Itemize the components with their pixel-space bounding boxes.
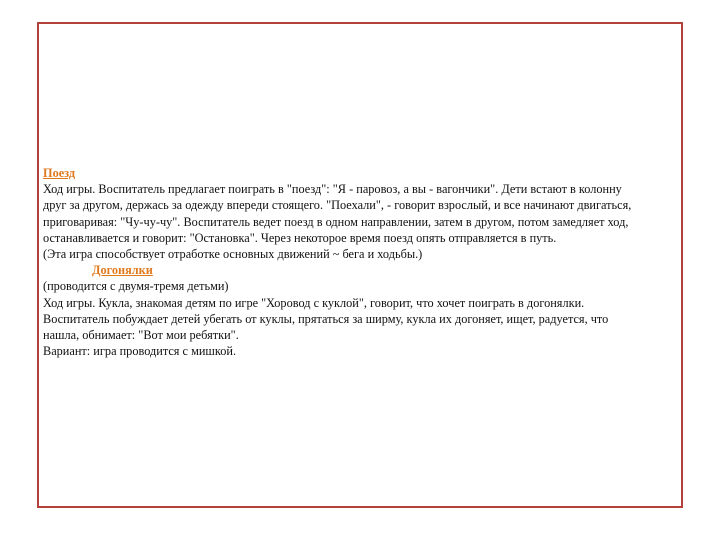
game1-line-2: друг за другом, держась за одежду впереди стоящего. "Поехали", - говорит взрослый, и все начинают двигаться,	[43, 198, 632, 213]
text-block	[43, 165, 678, 359]
game-title-poezd: Поезд	[43, 166, 76, 180]
game-title-dogonyalki: Догонялки	[92, 263, 153, 278]
game2-line-5: Вариант: игра проводится с мишкой.	[43, 344, 237, 359]
game2-line-2: Ход игры. Кукла, знакомая детям по игре "Хоровод с куклой", говорит, что хочет поиграть в догонялки.	[43, 295, 585, 310]
game1-line-1: Ход игры. Воспитатель предлагает поиграть в "поезд": "Я - паровоз, а вы - вагончики". Дети встают в колонну	[43, 182, 622, 197]
game2-line-3: Воспитатель побуждает детей убегать от куклы, прятаться за ширму, кукла их догоняет, ищет, радуется, что	[43, 311, 609, 326]
game2-line-1: (проводится с двумя-тремя детьми)	[43, 279, 229, 294]
game1-line-3: приговаривая: "Чу-чу-чу". Воспитатель ведет поезд в одном направлении, затем в другом, потом замедляет ход,	[43, 214, 629, 229]
game1-line-4: останавливается и говорит: "Остановка". Через некоторое время поезд опять отправляется в путь.	[43, 230, 557, 245]
game2-line-4: нашла, обнимает: "Вот мои ребятки".	[43, 328, 239, 343]
game-title-wrapper	[43, 262, 678, 278]
game1-line-5: (Эта игра способствует отработке основных движений ~ бега и ходьбы.)	[43, 247, 423, 262]
